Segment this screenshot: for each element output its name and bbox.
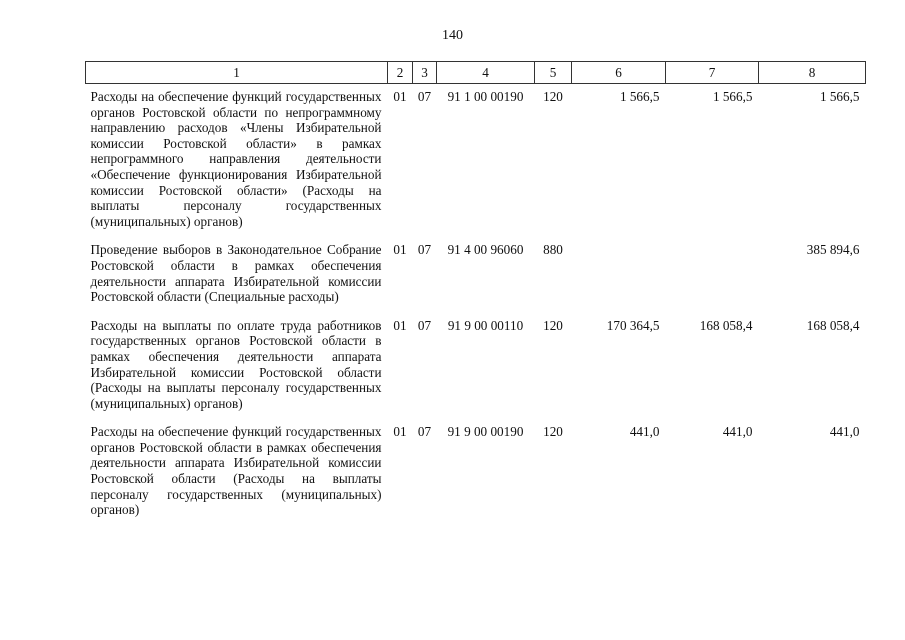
row-target-article: 91 9 00 00110 <box>447 317 524 333</box>
row-amount-col7: 168 058,4 <box>699 317 753 333</box>
row-target-article: 91 4 00 96060 <box>447 242 524 258</box>
header-col-7: 7 <box>666 62 759 84</box>
row-amount-col7 <box>666 237 759 312</box>
row-target-article: 91 9 00 00190 <box>447 424 524 440</box>
row-section-code: 01 <box>393 424 407 440</box>
row-expense-type: 120 <box>543 89 563 104</box>
row-description: Расходы на обеспечение функций государственных органов Ростовской области по непрограммному направлению расходов «Члены Избирательной комиссии Ростовской области» в рамках непрограммного направления деятельности «Обеспечение функционирования Избирательной комиссии Ростовской области» (Расходы на выплаты персоналу государственных (муниципальных) органов) <box>90 89 382 229</box>
row-amount-col7: 441,0 <box>722 424 753 440</box>
page-number: 140 <box>442 28 463 43</box>
row-section-code: 01 <box>393 242 407 258</box>
header-col-4: 4 <box>437 62 535 84</box>
row-expense-type: 880 <box>543 242 563 258</box>
row-amount-col8: 385 894,6 <box>806 242 860 258</box>
row-section-code: 01 <box>393 317 407 333</box>
row-subsection-code: 07 <box>417 89 432 104</box>
row-description: Расходы на обеспечение функций государственных органов Ростовской области в рамках обеспечения деятельности аппарата Избирательной комиссии Ростовской области (Расходы на выплаты персоналу государственных (муниципальных) органов) <box>90 424 382 518</box>
row-description: Проведение выборов в Законодательное Собрание Ростовской области в рамках обеспечения деятельности аппарата Избирательной комиссии Ростовской области (Специальные расходы) <box>90 242 382 305</box>
table-row <box>86 313 866 420</box>
table-body <box>86 84 866 526</box>
header-col-8: 8 <box>759 62 866 84</box>
header-col-5: 5 <box>535 62 572 84</box>
header-row <box>86 62 866 84</box>
row-description: Расходы на выплаты по оплате труда работников государственных органов Ростовской области в рамках обеспечения деятельности аппарата Избирательной комиссии Ростовской области (Расходы на выплаты персоналу государственных (муниципальных) органов) <box>90 317 382 411</box>
table-row <box>86 419 866 526</box>
header-col-2: 2 <box>388 62 413 84</box>
row-expense-type: 120 <box>543 317 563 333</box>
budget-table <box>85 61 866 526</box>
table-header <box>86 62 866 84</box>
table-row <box>86 237 866 312</box>
table-row <box>86 84 866 238</box>
row-amount-col6: 441,0 <box>629 424 660 440</box>
row-amount-col6 <box>572 237 666 312</box>
row-amount-col8: 168 058,4 <box>806 317 860 333</box>
row-subsection-code: 07 <box>417 317 432 333</box>
row-expense-type: 120 <box>543 424 563 440</box>
row-amount-col6: 170 364,5 <box>606 317 660 333</box>
row-subsection-code: 07 <box>417 424 432 440</box>
row-subsection-code: 07 <box>417 242 432 258</box>
header-col-1: 1 <box>86 62 388 84</box>
header-col-6: 6 <box>572 62 666 84</box>
row-target-article: 91 1 00 00190 <box>447 89 524 104</box>
row-amount-col8: 1 566,5 <box>819 89 860 104</box>
row-amount-col8: 441,0 <box>829 424 860 440</box>
row-amount-col6: 1 566,5 <box>619 89 660 104</box>
row-amount-col7: 1 566,5 <box>712 89 753 104</box>
row-section-code: 01 <box>393 89 407 104</box>
header-col-3: 3 <box>413 62 437 84</box>
